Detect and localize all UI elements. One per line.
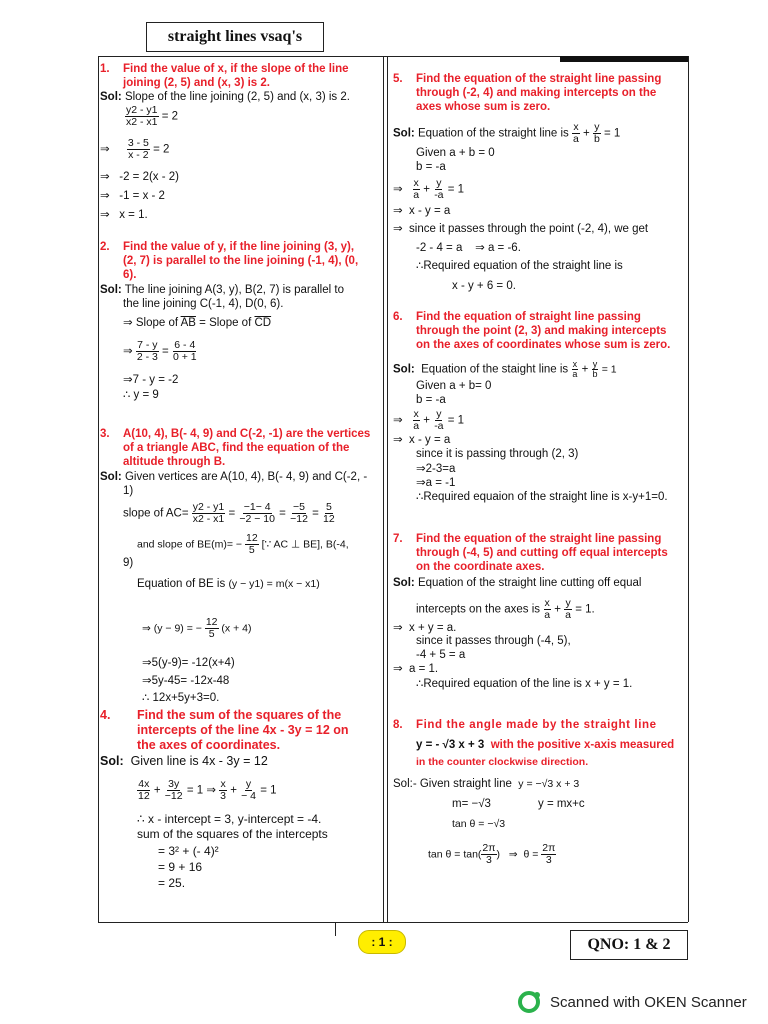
q3-step1: ⇒ (y − 9) = − $\frac{12}{5}$ (x + 4) bbox=[142, 616, 252, 640]
q2-question-line3: 6). bbox=[123, 269, 137, 281]
frame-right-border bbox=[688, 56, 689, 922]
q3-step2: ⇒5(y-9)= -12(x+4) bbox=[142, 657, 235, 669]
q8-number: 8. bbox=[393, 719, 403, 731]
q3-question-line1: A(10, 4), B(- 4, 9) and C(-2, -1) are the vertices bbox=[123, 428, 371, 440]
frame-bottom-border bbox=[98, 922, 688, 923]
q3-question-line2: of a triangle ABC, find the equation of the bbox=[123, 442, 350, 454]
scanner-text: Scanned with OKEN Scanner bbox=[550, 993, 747, 1011]
q4-question-line3: the axes of coordinates. bbox=[137, 738, 281, 752]
q2-step4: ∴ y = 9 bbox=[123, 389, 159, 401]
q1-sol-text: Slope of the line joining (2, 5) and (x, 3) is 2. bbox=[124, 91, 350, 103]
q1-question-line2: joining (2, 5) and (x, 3) is 2. bbox=[123, 77, 270, 89]
q6-step8: ∴Required equaion of the straight line is x-y+1=0. bbox=[416, 491, 668, 503]
q6-solution: Sol: Equation of the staight line is $\frac{x}{a}$ + $\frac{y}{b}$ = 1 bbox=[393, 359, 617, 379]
frame-left-border bbox=[98, 56, 99, 922]
q5-step6: -2 - 4 = a ⇒ a = -6. bbox=[416, 242, 521, 254]
q3-slope-be: and slope of BE(m)= − $\frac{12}{5}$ [∵ AC ⊥ BE], B(-4, bbox=[137, 532, 349, 556]
q5-step8: x - y + 6 = 0. bbox=[452, 280, 516, 292]
q4-step2: ∴ x - intercept = 3, y-intercept = -4. bbox=[137, 812, 322, 826]
q6-number: 6. bbox=[393, 311, 403, 323]
q2-frac2: $\frac{6 - 4}{0 + 1}$ bbox=[172, 339, 197, 363]
q8-tan2: tan θ = tan( $\frac{2\pi}{3}$ ) ⇒ θ = $\frac{2\pi}{3}$ bbox=[428, 842, 556, 866]
q7-question-line3: on the coordinate axes. bbox=[416, 561, 545, 573]
q5-step3: ⇒ $\frac{x}{a}$ + $\frac{y}{-a}$ = 1 bbox=[393, 177, 465, 201]
q6-step5: since it is passing through (2, 3) bbox=[416, 448, 579, 460]
q3-solution-line2: 1) bbox=[123, 485, 134, 497]
q3-solution: Sol: Given vertices are A(10, 4), B(- 4, 9) and C(-2, - bbox=[100, 471, 368, 483]
q5-step4: ⇒ x - y = a bbox=[393, 205, 451, 217]
q2-frac1: $\frac{7 - y}{2 - 3}$ bbox=[136, 339, 158, 363]
page-number-badge: : 1 : bbox=[358, 930, 406, 954]
q8-question-line1: Find the angle made by the straight line bbox=[416, 719, 657, 731]
q2-step3: ⇒7 - y = -2 bbox=[123, 374, 179, 386]
q1-step2: ⇒ $\frac{3 - 5}{x - 2}$ = 2 bbox=[100, 137, 170, 161]
q5-step1: Given a + b = 0 bbox=[416, 147, 495, 159]
q3-step4: ∴ 12x+5y+3=0. bbox=[142, 692, 220, 704]
q6-step3: ⇒ $\frac{x}{a}$ + $\frac{y}{-a}$ = 1 bbox=[393, 408, 465, 432]
q4-solution: Sol: Given line is 4x - 3y = 12 bbox=[100, 754, 268, 768]
q2-question-line1: Find the value of y, if the line joining (3, y), bbox=[123, 241, 355, 253]
q5-question-line1: Find the equation of the straight line passing bbox=[416, 73, 662, 85]
q3-eq-be: Equation of BE is (y − y1) = m(x − x1) bbox=[137, 578, 320, 590]
q6-question-line2: through the point (2, 3) and making intercepts bbox=[416, 325, 667, 337]
q7-number: 7. bbox=[393, 533, 403, 545]
q6-step6: ⇒2-3=a bbox=[416, 463, 456, 475]
q3-question-line3: altitude through B. bbox=[123, 456, 226, 468]
q8-slope: m= −√3 bbox=[452, 798, 491, 810]
q5-question-line2: through (-2, 4) and making intercepts on the bbox=[416, 87, 657, 99]
q8-question-line3: in the counter clockwise direction. bbox=[416, 756, 589, 768]
q2-step1: ⇒ Slope of $\overline{AB}$ = Slope of $\overline{CD}$ bbox=[123, 317, 272, 329]
q5-solution: Sol: Equation of the straight line is $\frac{x}{a}$ + $\frac{y}{b}$ = 1 bbox=[393, 121, 621, 145]
q1-question-line1: Find the value of x, if the slope of the line bbox=[123, 63, 349, 75]
q5-step2: b = -a bbox=[416, 161, 446, 173]
q1-step3: ⇒ -2 = 2(x - 2) bbox=[100, 171, 179, 183]
q4-step3: sum of the squares of the intercepts bbox=[137, 827, 328, 841]
q8-tan1: tan θ = −√3 bbox=[452, 818, 506, 830]
q1-step4: ⇒ -1 = x - 2 bbox=[100, 190, 165, 202]
q6-step1: Given a + b= 0 bbox=[416, 380, 492, 392]
q6-question-line3: on the axes of coordinates whose sum is zero. bbox=[416, 339, 671, 351]
q7-solution: Sol: Equation of the straight line cutting off equal bbox=[393, 577, 642, 589]
q1-step1: $\frac{y2 - y1}{x2 - x1}$ = 2 bbox=[126, 104, 179, 128]
q4-question-line2: intercepts of the line 4x - 3y = 12 on bbox=[137, 723, 349, 737]
q8-solution: Sol:- Given straight line y = −√3 x + 3 bbox=[393, 778, 580, 790]
q4-step5: = 9 + 16 bbox=[158, 860, 203, 874]
q4-step6: = 25. bbox=[158, 876, 186, 890]
q2-step2: ⇒ $\frac{7 - y}{2 - 3}$ = $\frac{6 - 4}{0 + 1}$ bbox=[123, 339, 197, 363]
q1-solution bbox=[100, 90, 350, 104]
q5-step5: ⇒ since it passes through the point (-2, 4), we get bbox=[393, 223, 649, 235]
q1-frac2: $\frac{3 - 5}{x - 2}$ bbox=[127, 137, 149, 161]
scanner-watermark bbox=[518, 990, 747, 1014]
q7-question-line1: Find the equation of the straight line passing bbox=[416, 533, 662, 545]
oken-scanner-logo-icon bbox=[518, 990, 542, 1014]
q7-step2: ⇒ x + y = a. bbox=[393, 622, 457, 634]
frame-tick bbox=[335, 922, 336, 936]
sol-label: Sol: bbox=[100, 91, 122, 103]
q1-number: 1. bbox=[100, 63, 110, 75]
q8-form: y = mx+c bbox=[538, 798, 585, 810]
q4-question-line1: Find the sum of the squares of the bbox=[137, 708, 342, 722]
q8-question-line2: y = - √3 x + 3 with the positive x-axis measured bbox=[416, 739, 675, 751]
q4-step4: = 3² + (- 4)² bbox=[158, 844, 219, 858]
q7-step1: intercepts on the axes is $\frac{x}{a}$ + $\frac{y}{a}$ = 1. bbox=[416, 597, 595, 621]
q6-step2: b = -a bbox=[416, 394, 446, 406]
q2-solution: Sol: The line joining A(3, y), B(2, 7) is parallel to bbox=[100, 284, 344, 296]
q7-question-line2: through (-4, 5) and cutting off equal intercepts bbox=[416, 547, 668, 559]
q5-question-line3: axes whose sum is zero. bbox=[416, 101, 551, 113]
frame-column-divider-2 bbox=[387, 56, 388, 922]
q3-number: 3. bbox=[100, 428, 110, 440]
qno-box: QNO: 1 & 2 bbox=[570, 930, 688, 960]
q3-step3: ⇒5y-45= -12x-48 bbox=[142, 675, 230, 687]
q5-step7: ∴Required equation of the straight line is bbox=[416, 260, 623, 272]
q7-step6: ∴Required equation of the line is x + y = 1. bbox=[416, 678, 633, 690]
page-title: straight lines vsaq's bbox=[146, 22, 324, 52]
q7-step4: -4 + 5 = a bbox=[416, 649, 466, 661]
q2-number: 2. bbox=[100, 241, 110, 253]
q6-step7: ⇒a = -1 bbox=[416, 477, 456, 489]
q1-frac1: $\frac{y2 - y1}{x2 - x1}$ bbox=[126, 104, 158, 128]
frame-column-divider bbox=[383, 56, 384, 922]
q1-step5: ⇒ x = 1. bbox=[100, 209, 148, 221]
q5-number: 5. bbox=[393, 73, 403, 85]
frame-top-bar bbox=[560, 56, 688, 62]
q4-step1: $\frac{4x}{12}$ + $\frac{3y}{-12}$ = 1 ⇒ $\frac{x}{3}$ + $\frac{y}{- 4}$ = 1 bbox=[138, 778, 277, 802]
q2-solution-line2: the line joining C(-1, 4), D(0, 6). bbox=[123, 298, 284, 310]
q7-step3: since it passes through (-4, 5), bbox=[416, 635, 571, 647]
q6-step4: ⇒ x - y = a bbox=[393, 434, 451, 446]
q2-question-line2: (2, 7) is parallel to the line joining (-1, 4), (0, bbox=[123, 255, 359, 267]
q4-number: 4. bbox=[100, 708, 111, 722]
q3-slope-ac: slope of AC= $\frac{y2 - y1}{x2 - x1}$ = $\frac{-1- 4}{-2 - 10}$ = $\frac{-5}{-12}$ = $\frac{5}{12}$ bbox=[123, 501, 335, 525]
q3-slope-be-line2: 9) bbox=[123, 557, 134, 569]
q6-question-line1: Find the equation of straight line passing bbox=[416, 311, 641, 323]
q7-step5: ⇒ a = 1. bbox=[393, 663, 439, 675]
